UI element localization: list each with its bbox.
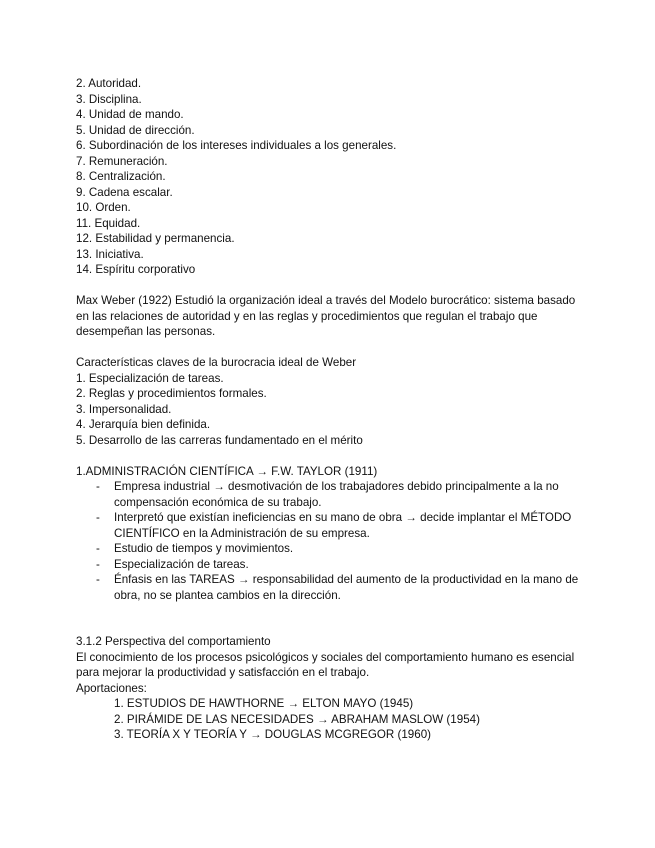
weber-item: 4. Jerarquía bien definida. bbox=[76, 418, 211, 431]
principle-item: 14. Espíritu corporativo bbox=[76, 263, 196, 276]
principle-item: 7. Remuneración. bbox=[76, 154, 168, 168]
taylor-bullet-item bbox=[76, 572, 581, 603]
principle-item: 11. Equidad. bbox=[76, 216, 141, 230]
bullet-dash: - bbox=[96, 480, 100, 493]
principle-item: 2. Autoridad. bbox=[76, 77, 142, 90]
fayol-principles-list bbox=[76, 76, 581, 278]
taylor-bullet-item bbox=[76, 557, 581, 573]
bullet-dash: - bbox=[96, 542, 100, 555]
principle-item: 12. Estabilidad y permanencia. bbox=[76, 232, 235, 245]
principle-item: 5. Unidad de dirección. bbox=[76, 123, 195, 137]
behavior-paragraph: El conocimiento de los procesos psicológicos y sociales del comportamiento humano es esencial para mejorar la productividad y satisfacción en el trabajo. bbox=[76, 650, 575, 679]
bullet-dash: - bbox=[96, 573, 100, 586]
document-page bbox=[76, 76, 581, 743]
weber-item: 1. Especialización de tareas. bbox=[76, 371, 224, 385]
weber-item: 3. Impersonalidad. bbox=[76, 402, 172, 416]
principle-item: 10. Orden. bbox=[76, 201, 131, 214]
behavior-heading: 3.1.2 Perspectiva del comportamiento bbox=[76, 635, 271, 648]
contribution-item: 1. ESTUDIOS DE HAWTHORNE → ELTON MAYO (1945) bbox=[114, 697, 414, 710]
taylor-bullet-list bbox=[76, 479, 581, 603]
contributions-label: Aportaciones: bbox=[76, 681, 147, 695]
bullet-dash: - bbox=[96, 557, 100, 571]
principle-item: 13. Iniciativa. bbox=[76, 247, 144, 261]
taylor-bullet-item bbox=[76, 541, 581, 557]
weber-item: 5. Desarrollo de las carreras fundamentado en el mérito bbox=[76, 433, 363, 447]
weber-characteristics-heading: Características claves de la burocracia ideal de Weber bbox=[76, 356, 357, 369]
taylor-bullet-text: Interpretó que existían ineficiencias en su mano de obra → decide implantar el MÉTODO CIENTÍFICO en la Administración de su empresa. bbox=[114, 511, 572, 540]
principle-item: 3. Disciplina. bbox=[76, 92, 142, 106]
weber-characteristics-list bbox=[76, 371, 581, 449]
principle-item: 8. Centralización. bbox=[76, 170, 166, 183]
weber-intro-paragraph: Max Weber (1922) Estudió la organización ideal a través del Modelo burocrático: sistema basado en las relaciones de autoridad y en las reglas y procedimientos que regulan el trabajo que desempeñan las personas. bbox=[76, 294, 576, 338]
taylor-bullet-text: Estudio de tiempos y movimientos. bbox=[114, 542, 294, 555]
contributions-list bbox=[76, 696, 581, 743]
taylor-bullet-text: Empresa industrial → desmotivación de los trabajadores debido principalmente a la no compensación económica de su trabajo. bbox=[114, 480, 559, 509]
contribution-item: 2. PIRÁMIDE DE LAS NECESIDADES → ABRAHAM MASLOW (1954) bbox=[114, 712, 480, 726]
contribution-item: 3. TEORÍA X Y TEORÍA Y → DOUGLAS MCGREGOR (1960) bbox=[114, 728, 432, 741]
bullet-dash: - bbox=[96, 511, 100, 524]
taylor-bullet-text: Especialización de tareas. bbox=[114, 557, 249, 571]
taylor-bullet-item bbox=[76, 510, 581, 541]
principle-item: 4. Unidad de mando. bbox=[76, 108, 184, 121]
taylor-bullet-item bbox=[76, 479, 581, 510]
taylor-heading: 1.ADMINISTRACIÓN CIENTÍFICA → F.W. TAYLOR (1911) bbox=[76, 464, 378, 478]
weber-item: 2. Reglas y procedimientos formales. bbox=[76, 387, 267, 400]
taylor-bullet-text: Énfasis en las TAREAS → responsabilidad del aumento de la productividad en la mano de obra, no se plantea cambios en la dirección. bbox=[114, 573, 579, 602]
principle-item: 6. Subordinación de los intereses individuales a los generales. bbox=[76, 139, 397, 152]
principle-item: 9. Cadena escalar. bbox=[76, 185, 173, 199]
